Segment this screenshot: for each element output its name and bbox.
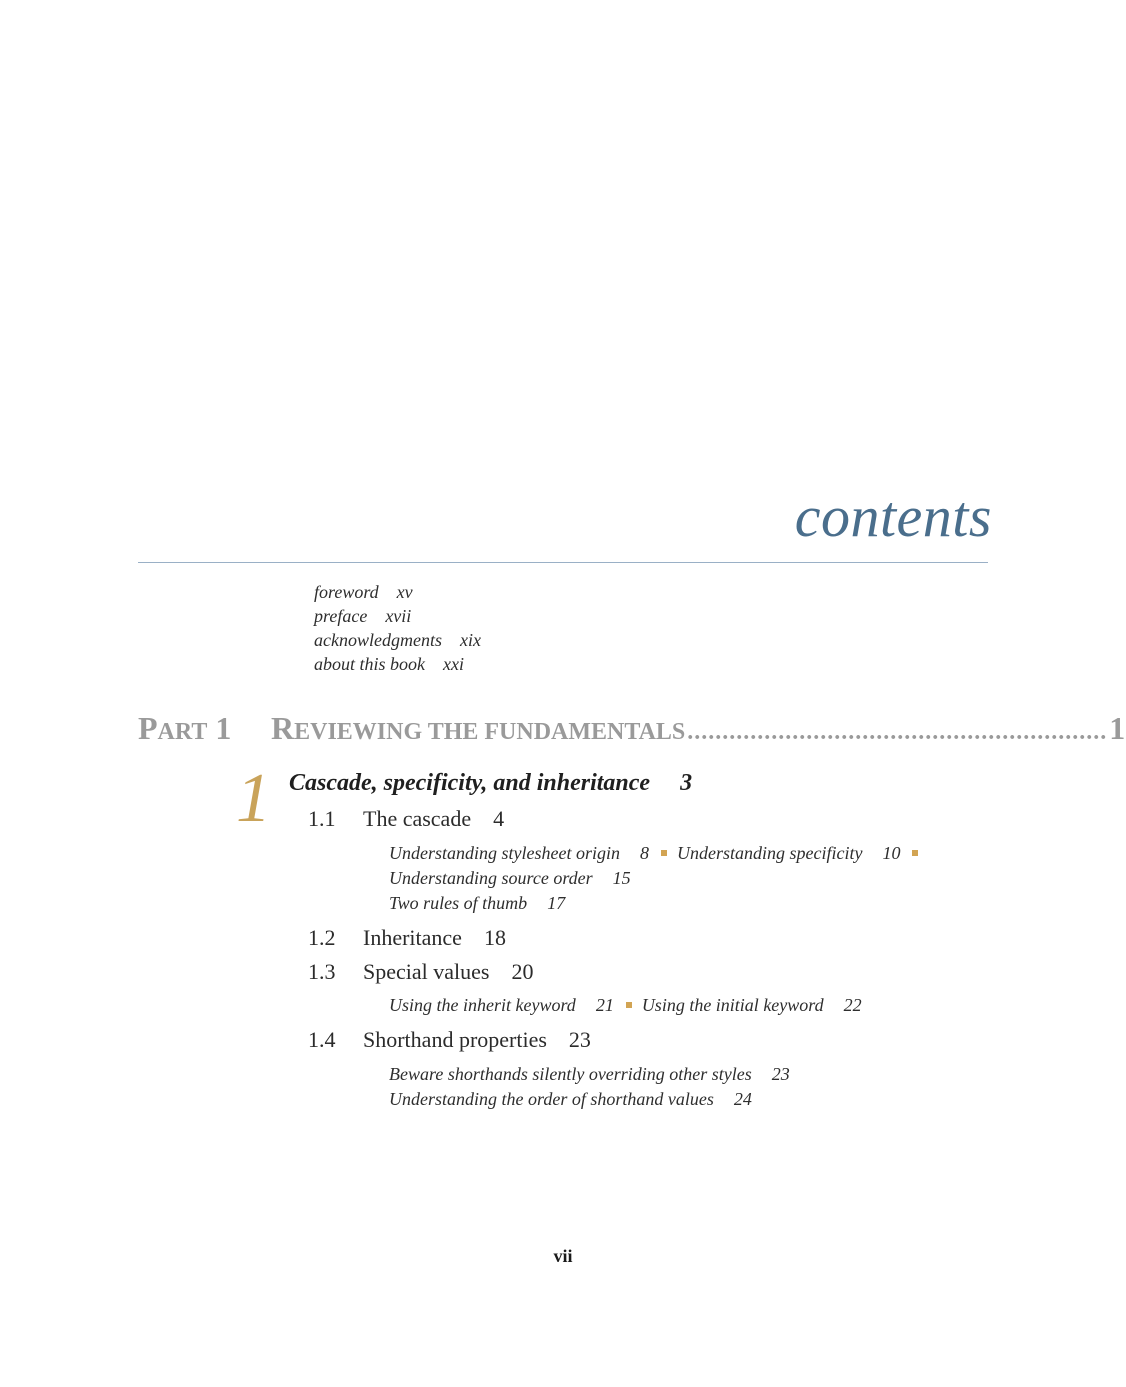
dot-leader: ............................................................ <box>687 719 1108 745</box>
section-number: 1.4 <box>308 1027 336 1052</box>
section-page: 20 <box>511 959 534 984</box>
bullet-icon <box>661 850 667 856</box>
toc-entry-preface[interactable] <box>314 604 481 628</box>
subsection-entry[interactable]: Beware shorthands silently overriding other styles 23 <box>389 1064 790 1084</box>
section-title: Special values <box>363 959 490 984</box>
section-number: 1.3 <box>308 959 336 984</box>
subsection-entry[interactable]: Understanding stylesheet origin 8 <box>389 843 649 863</box>
subsection-entry[interactable]: Using the inherit keyword 21 <box>389 995 614 1015</box>
section-title: Inheritance <box>363 925 462 950</box>
entry-page: xvii <box>385 606 412 626</box>
subsection-list-1-1 <box>389 841 949 916</box>
section-1-2[interactable] <box>308 925 506 951</box>
entry-title: preface <box>314 606 368 626</box>
subsection-entry[interactable]: Two rules of thumb 17 <box>389 893 566 913</box>
subsection-list-1-4 <box>389 1062 949 1112</box>
subsection-entry[interactable]: Understanding specificity 10 <box>676 843 901 863</box>
subsection-entry[interactable]: Understanding the order of shorthand values 24 <box>389 1089 752 1109</box>
page-number: vii <box>553 1246 573 1266</box>
entry-title: about this book <box>314 654 425 674</box>
bullet-icon <box>626 1002 632 1008</box>
title-rule <box>138 562 988 563</box>
entry-page: xix <box>459 630 481 650</box>
section-page: 23 <box>568 1027 591 1052</box>
section-number: 1.1 <box>308 806 336 831</box>
section-1-4[interactable] <box>308 1027 591 1053</box>
entry-page: xxi <box>443 654 464 674</box>
front-matter-list <box>314 580 481 676</box>
toc-entry-acknowledgments[interactable] <box>314 628 481 652</box>
entry-page: xv <box>396 582 413 602</box>
page-title: contents <box>794 484 992 549</box>
entry-title: acknowledgments <box>314 630 442 650</box>
toc-entry-about-this-book[interactable] <box>314 652 481 676</box>
section-title: The cascade <box>363 806 472 831</box>
section-1-3[interactable] <box>308 959 533 985</box>
toc-entry-foreword[interactable] <box>314 580 481 604</box>
entry-title: foreword <box>314 582 379 602</box>
part-heading[interactable] <box>138 710 1126 747</box>
chapter-heading[interactable] <box>289 770 692 797</box>
chapter-page: 3 <box>680 770 693 796</box>
chapter-title: Cascade, specificity, and inheritance <box>289 770 651 796</box>
bullet-icon <box>912 850 918 856</box>
part-label: PART 1 <box>138 710 232 746</box>
section-page: 4 <box>493 806 505 831</box>
part-page: 1 <box>1109 710 1126 746</box>
section-title: Shorthand properties <box>363 1027 547 1052</box>
section-page: 18 <box>483 925 506 950</box>
section-number: 1.2 <box>308 925 336 950</box>
subsection-entry[interactable]: Understanding source order 15 <box>389 868 631 888</box>
part-title: REVIEWING THE FUNDAMENTALS <box>271 710 686 746</box>
section-1-1[interactable] <box>308 806 504 832</box>
subsection-entry[interactable]: Using the initial keyword 22 <box>641 995 862 1015</box>
subsection-list-1-3 <box>389 993 949 1018</box>
chapter-number: 1 <box>236 760 271 837</box>
